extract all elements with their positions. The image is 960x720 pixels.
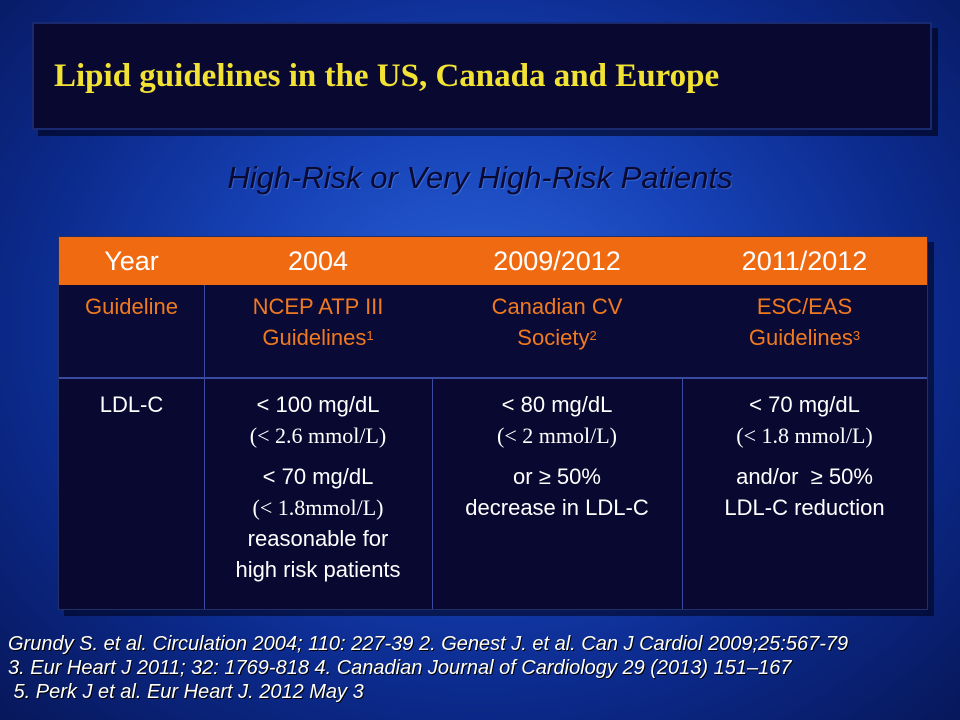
slide-title: Lipid guidelines in the US, Canada and Europe [54,57,720,94]
guideline-row [59,285,927,377]
reference-line-3: 5. Perk J et al. Eur Heart J. 2012 May 3 [8,681,364,703]
guideline-ccs-line1: Canadian CV [491,294,623,319]
esc-alt-2: LDL-C reduction [724,495,885,520]
guideline-esc [682,291,927,353]
guideline-ncep-name2: Guidelines [262,325,367,350]
esc-target: < 70 mg/dL [749,392,860,417]
ncep-note-1: reasonable for [247,526,389,551]
guideline-ncep-ref: 1 [366,328,374,343]
guideline-ncep [204,291,432,353]
ncep-target-2: < 70 mg/dL [262,464,374,489]
ldl-ncep [204,389,432,585]
guideline-ncep-line1: NCEP ATP III [252,294,384,319]
guideline-esc-name2: Guidelines [748,325,853,350]
guideline-ccs [432,291,682,353]
ldl-ccs [432,389,682,523]
ncep-note-2: high risk patients [235,557,401,582]
ldl-label: LDL-C [99,392,164,417]
row-divider [59,377,927,379]
guideline-ncep-line2 [204,322,432,353]
header-2004: 2004 [287,246,349,276]
ccs-alt-2: decrease in LDL-C [465,495,649,520]
esc-target-mmol: (< 1.8 mmol/L) [736,423,873,448]
header-2009-2012: 2009/2012 [493,246,621,276]
guideline-ccs-line2 [432,322,682,353]
ncep-target-1: < 100 mg/dL [256,392,380,417]
guideline-esc-line2 [682,322,927,353]
column-divider-2 [432,379,433,609]
guideline-ccs-ref: 2 [589,328,597,343]
guideline-esc-ref: 3 [852,328,861,343]
ccs-target: < 80 mg/dL [501,392,613,417]
column-divider-3 [682,379,683,609]
references [8,632,958,704]
header-year: Year [104,246,159,276]
ccs-alt-1: or ≥ 50% [513,464,601,489]
title-box [32,22,932,130]
reference-line-1: Grundy S. et al. Circulation 2004; 110: 227-39 2. Genest J. et al. Can J Cardiol 2009;25:567-79 [8,633,849,655]
slide-subtitle: High-Risk or Very High-Risk Patients [227,160,733,195]
ccs-target-mmol: (< 2 mmol/L) [497,423,617,448]
guideline-esc-line1: ESC/EAS [756,294,853,319]
ncep-target-1-mmol: (< 2.6 mmol/L) [249,423,387,448]
esc-alt-1: and/or ≥ 50% [736,464,873,489]
guideline-label: Guideline [85,294,178,319]
table-header-row [59,237,927,286]
column-divider-1 [204,285,205,609]
ncep-target-2-mmol: (< 1.8mmol/L) [252,495,384,520]
guideline-table [58,236,928,610]
guideline-ccs-name2: Society [517,325,590,350]
ldl-esc [682,389,927,523]
header-2011-2012: 2011/2012 [741,246,868,276]
ldl-row [59,379,927,609]
reference-line-2: 3. Eur Heart J 2011; 32: 1769-818 4. Canadian Journal of Cardiology 29 (2013) 151–167 [8,657,792,679]
